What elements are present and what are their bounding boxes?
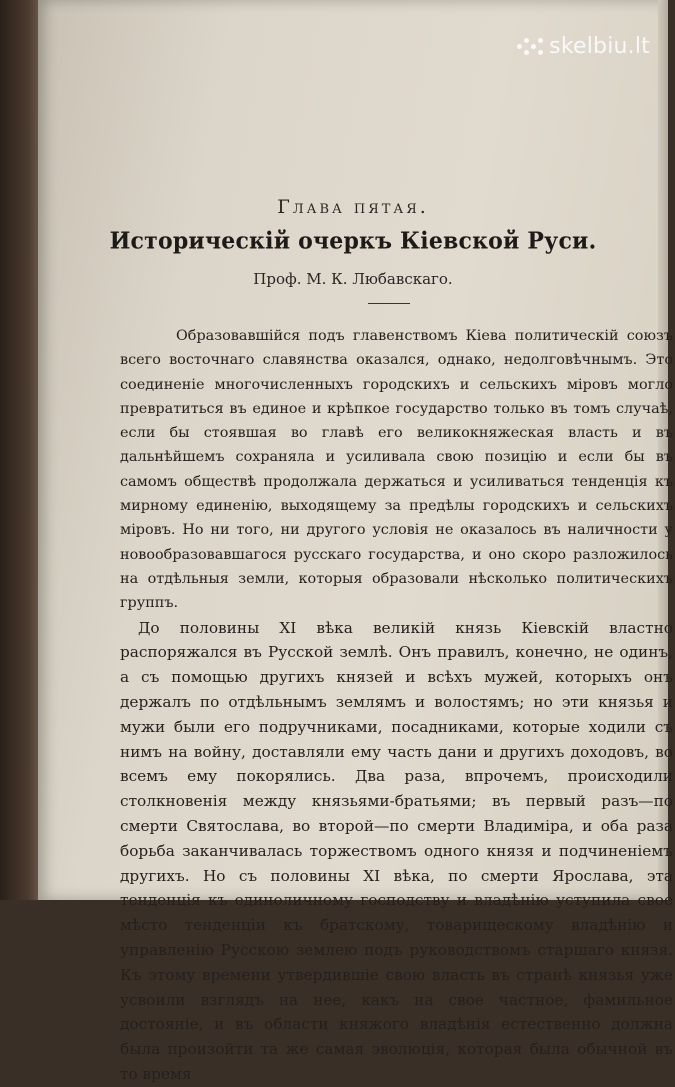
book-page — [38, 0, 673, 1083]
paragraph-1: Образовавшійся подъ главенствомъ Кіева политическій союзъ всего восточнаго славянства оказался, однако, недолговѣчнымъ. Это соединеніе многочисленныхъ городскихъ и сельскихъ міровъ могло превратиться въ единое и крѣпкое государство только въ томъ случаѣ, если бы стоявшая во главѣ его великокняжеская власть и въ дальнѣйшемъ сохраняла и усиливала свою позицію и если бы въ самомъ обществѣ продолжала держаться и усиливаться тенденція къ мирному единенію, выходящему за предѣлы городскихъ и сельскихъ міровъ. Но ни того, ни другого условія не оказалось въ наличности у новообразовавшагося русскаго государства, и оно скоро разложилось на отдѣльныя земли, которыя образовали нѣсколько политическихъ группъ. — [120, 328, 673, 612]
paragraph-2: До половины XI вѣка великій князь Кіевскій властно распоряжался въ Русской землѣ. Онъ правилъ, конечно, не одинъ, а съ помощью другихъ князей и всѣхъ мужей, которыхъ онъ держалъ по отдѣльнымъ землямъ и волостямъ; но эти князья и мужи были его подручниками, посадниками, которые ходили съ нимъ на войну, доставляли ему часть дани и другихъ доходовъ, во всемъ ему покорялись. Два раза, впрочемъ, происходили столкновенія между князьями-братьями; въ первый разъ—по смерти Святослава, во второй—по смерти Владиміра, и оба раза борьба заканчивалась торжествомъ одного князя и подчиненіемъ другихъ. Но съ половины XI вѣка, по смерти Ярослава, эта тенденція къ единоличному господству и владѣнію уступила свое мѣсто тенденціи къ братскому, товарищескому владѣнію и управленію Русскою землею подъ руководствомъ старшаго князя. Къ этому времени утвердившіе свою власть въ странѣ князья уже усвоили взглядъ на нее, какъ на свое частное, фамильное достояніе, и въ области княжого владѣнія естественно должна была произойти та же самая эволюція, которая была обычной въ то время — [120, 618, 673, 1083]
body-text — [120, 324, 673, 1087]
chapter-title: Историческій очеркъ Кіевской Руси. — [109, 226, 597, 256]
title-divider — [368, 303, 410, 304]
author-line: Проф. М. К. Любавскаго. — [253, 270, 453, 288]
book-spine-shadow — [0, 0, 40, 900]
chapter-heading: Глава пятая. — [277, 196, 429, 218]
watermark-text: skelbiu.lt — [549, 34, 650, 59]
watermark — [517, 34, 650, 59]
watermark-logo-icon — [517, 38, 543, 56]
